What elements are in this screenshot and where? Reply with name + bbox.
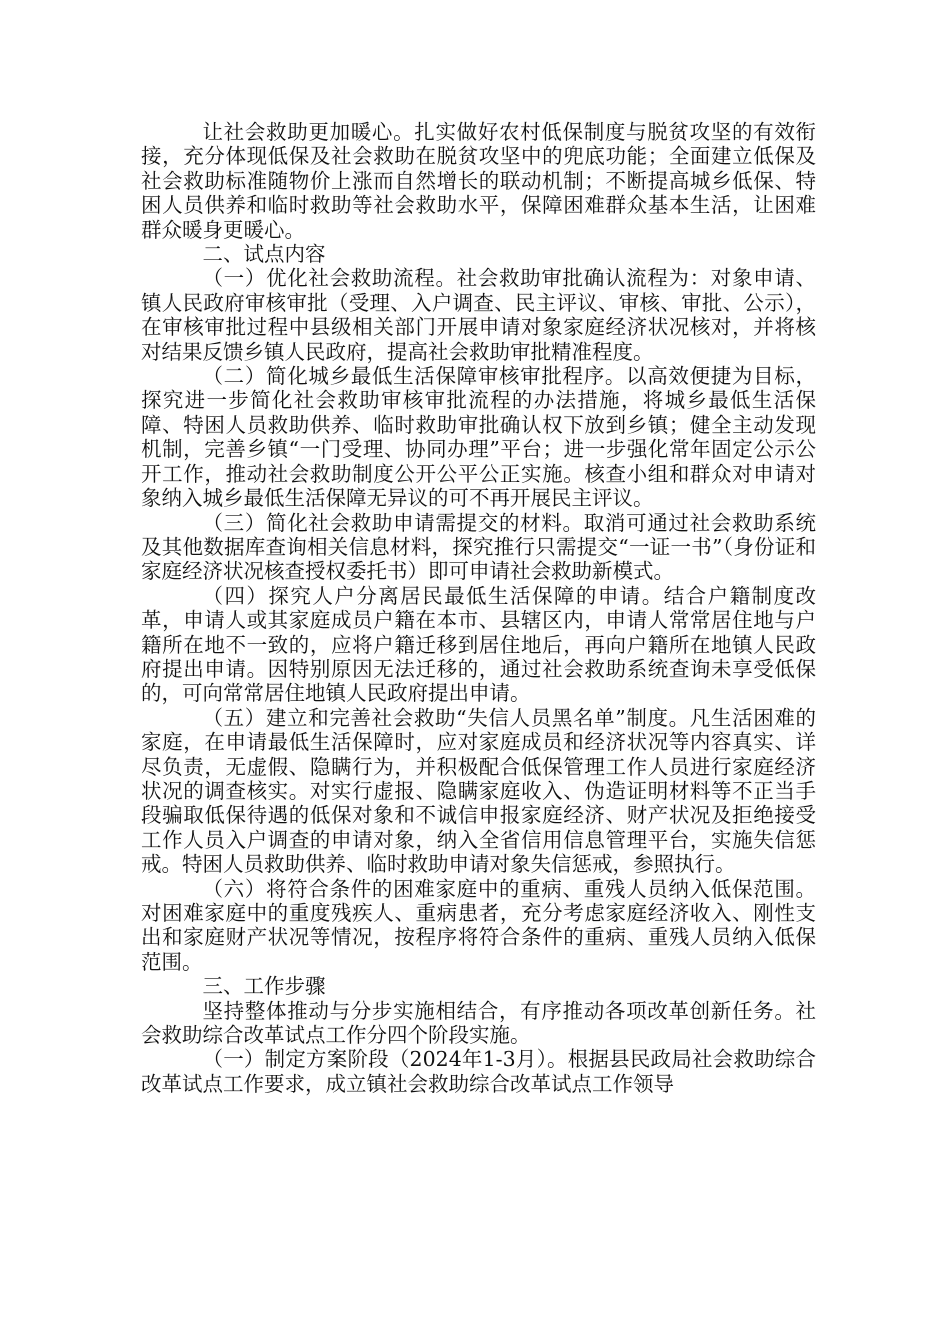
paragraph-plan-stage: （一）制定方案阶段（2024年1-3月）。根据县民政局社会救助综合改革试点工作要求，成立镇社会救助综合改革试点工作领导 — [141, 1047, 816, 1096]
paragraph-continuation: 让社会救助更加暖心。扎实做好农村低保制度与脱贫攻坚的有效衔接，充分体现低保及社会救助在脱贫攻坚中的兜底功能；全面建立低保及社会救助标准随物价上涨而自然增长的联动机制；不断提高城乡低保、特困人员供养和临时救助等社会救助水平，保障困难群众基本生活，让困难群众暖身更暖心。 — [141, 120, 816, 242]
section-heading-work-steps: 三、工作步骤 — [202, 974, 326, 999]
section-heading-pilot-content: 二、试点内容 — [202, 242, 326, 267]
paragraph-simplify-materials: （三）简化社会救助申请需提交的材料。取消可通过社会救助系统及其他数据库查询相关信息材料，探究推行只需提交“一证一书”（身份证和家庭经济状况核查授权委托书）即可申请社会救助新模式。 — [141, 510, 816, 584]
paragraph-household-separation: （四）探究人户分离居民最低生活保障的申请。结合户籍制度改革，申请人或其家庭成员户籍在本市、县辖区内，申请人常常居住地与户籍所在地不一致的，应将户籍迁移到居住地后，再向户籍所在地镇人民政府提出申请。因特别原因无法迁移的，通过社会救助系统查询未享受低保的，可向常常居住地镇人民政府提出申请。 — [141, 583, 816, 706]
paragraph-simplify-approval: （二）简化城乡最低生活保障审核审批程序。以高效便捷为目标，探究进一步简化社会救助审核审批流程的办法措施，将城乡最低生活保障、特困人员救助供养、临时救助审批确认权下放到乡镇；健全主动发现机制，完善乡镇“一门受理、协同办理”平台；进一步强化常年固定公示公开工作，推动社会救助制度公开公平公正实施。核查小组和群众对申请对象纳入城乡最低生活保障无异议的可不再开展民主评议。 — [141, 364, 816, 511]
paragraph-serious-illness: （六）将符合条件的困难家庭中的重病、重残人员纳入低保范围。对困难家庭中的重度残疾人、重病患者，充分考虑家庭经济收入、刚性支出和家庭财产状况等情况，按程序将符合条件的重病、重残人员纳入低保范围。 — [141, 876, 816, 974]
paragraph-optimize-process: （一）优化社会救助流程。社会救助审批确认流程为：对象申请、镇人民政府审核审批（受理、入户调查、民主评议、审核、审批、公示），在审核审批过程中县级相关部门开展申请对象家庭经济状况核对，并将核对结果反馈乡镇人民政府，提高社会救助审批精准程度。 — [141, 266, 816, 364]
document-page — [141, 120, 816, 1096]
paragraph-blacklist: （五）建立和完善社会救助“失信人员黑名单”制度。凡生活困难的家庭，在申请最低生活保障时，应对家庭成员和经济状况等内容真实、详尽负责，无虚假、隐瞒行为，并积极配合低保管理工作人员进行家庭经济状况的调查核实。对实行虚报、隐瞒家庭收入、伪造证明材料等不正当手段骗取低保待遇的低保对象和不诚信申报家庭经济、财产状况及拒绝接受工作人员入户调查的申请对象，纳入全省信用信息管理平台，实施失信惩戒。特困人员救助供养、临时救助申请对象失信惩戒，参照执行。 — [141, 705, 816, 877]
paragraph-overall-approach: 坚持整体推动与分步实施相结合，有序推动各项改革创新任务。社会救助综合改革试点工作分四个阶段实施。 — [141, 998, 816, 1048]
